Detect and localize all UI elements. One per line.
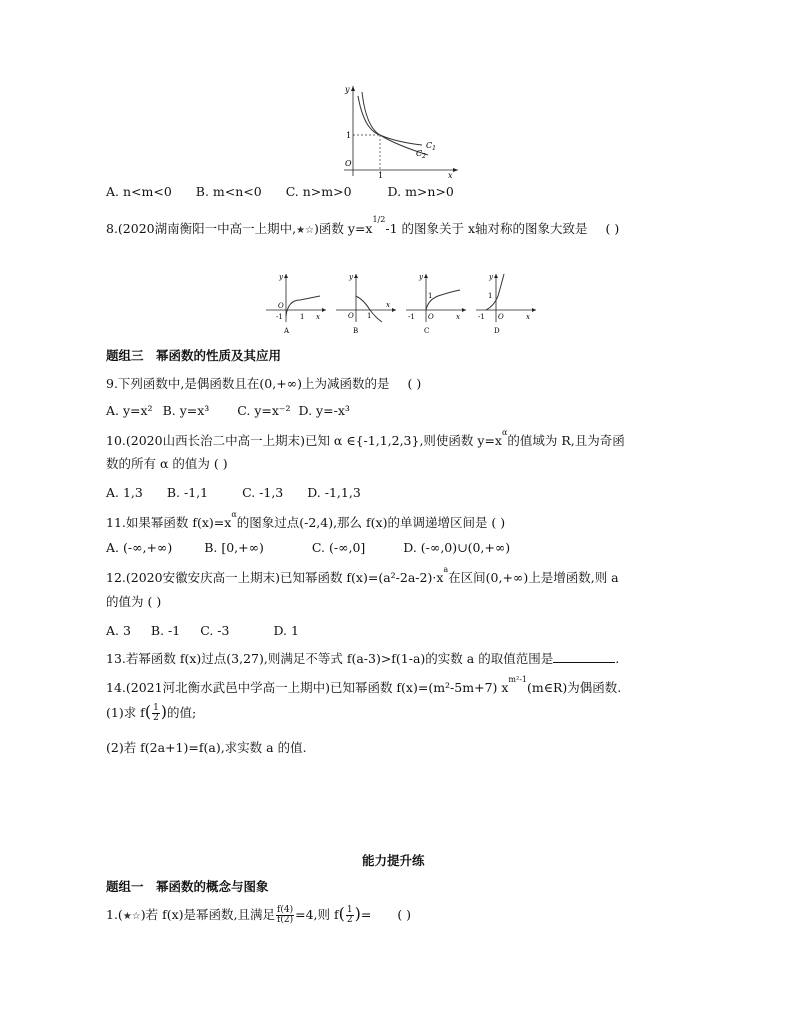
q10-option-a[interactable]: A. 1,3 <box>106 485 143 500</box>
graph-a-x: x <box>316 313 320 321</box>
q12-question-line2: 的值为 ( ) <box>106 594 162 609</box>
graph-a-tick1: 1 <box>300 313 305 321</box>
graph-c-tick2: -1 <box>408 313 415 321</box>
q1-arg-fraction: $\frac{1}{2}$ <box>346 905 353 925</box>
q1-answer-paren[interactable]: ( ) <box>397 907 412 922</box>
q1-question: 1.(★☆)若 f(x)是幂函数,且满足 $\frac{f(4)}{f(2)}$ =4,则 f( $\frac{1}{2}$ )= ( ) <box>106 904 412 925</box>
q9-options <box>106 403 350 419</box>
q7-options <box>106 184 474 200</box>
q8-graph-b[interactable] <box>334 270 400 336</box>
section1-title: 题组一 幂函数的概念与图象 <box>106 879 269 894</box>
q1-ratio-fraction: $\frac{f(4)}{f(2)}$ <box>277 905 294 925</box>
graph-d-label: D <box>494 327 500 335</box>
graph-c-origin: O <box>428 313 434 321</box>
q12-option-a[interactable]: A. 3 <box>106 623 131 638</box>
q11-question <box>106 512 505 531</box>
q12-option-b[interactable]: B. -1 <box>150 623 181 638</box>
q10-question-line1 <box>106 430 625 449</box>
q1-prefix: 1.( <box>106 907 123 922</box>
graph-c-x: x <box>456 313 460 321</box>
q10-question-line2: 数的所有 α 的值为 ( ) <box>106 456 228 471</box>
graph-c-y: y <box>419 273 423 281</box>
difficulty-star-icon: ★☆ <box>296 225 315 237</box>
q10-line1-end: 的值域为 R,且为奇函 <box>507 433 625 449</box>
q8-graph-d[interactable] <box>474 270 540 336</box>
q8-prefix: 8.(2020湖南衡阳一中高一上期中, <box>106 221 297 237</box>
graph-d-origin: O <box>498 313 504 321</box>
q12-line1-a: 12.(2020安徽安庆高一上期末)已知幂函数 f(x)=(a <box>106 570 391 586</box>
graph-b-tick1: 1 <box>367 312 372 320</box>
q12-exponent: a <box>443 565 449 574</box>
y-tick-label: 1 <box>346 131 352 140</box>
graph-b-label: B <box>353 327 359 335</box>
q11-option-c[interactable]: C. (-∞,0] <box>311 540 366 555</box>
q8-graph-c[interactable] <box>404 270 470 336</box>
curve-c1-label: $C_1$ <box>426 141 436 152</box>
q14-part1: (1)求 f( $\frac{1}{2}$ )的值; <box>106 702 197 723</box>
q14-part1-fraction: $\frac{1}{2}$ <box>153 703 159 723</box>
q14-part1-a: (1)求 f <box>106 705 145 720</box>
q8-mid: )函数 y=x <box>314 221 373 237</box>
q9-option-b[interactable]: B. y=x³ <box>162 403 210 418</box>
graph-a-origin: O <box>278 302 284 310</box>
q11-option-b[interactable]: B. [0,+∞) <box>204 540 264 555</box>
q12-option-c[interactable]: C. -3 <box>200 623 230 638</box>
q7-option-c[interactable]: C. n>m>0 <box>285 184 352 199</box>
graph-a-tick2: -1 <box>276 313 283 321</box>
q10-option-b[interactable]: B. -1,1 <box>166 485 209 500</box>
q12-question-line1 <box>106 567 619 586</box>
q14-part1-b: 的值; <box>167 705 197 720</box>
y-axis-label: y <box>345 85 350 94</box>
q11-option-d[interactable]: D. (-∞,0)∪(0,+∞) <box>403 540 511 555</box>
q14-question <box>106 677 621 696</box>
q9-option-c[interactable]: C. y=x⁻² <box>237 403 291 418</box>
q9-option-d[interactable]: D. y=-x³ <box>298 403 350 418</box>
q8-answer-paren[interactable]: ( ) <box>605 221 620 237</box>
ability-title: 能力提升练 <box>362 853 425 868</box>
q7-option-b[interactable]: B. m<n<0 <box>195 184 262 199</box>
q11-option-a[interactable]: A. (-∞,+∞) <box>106 540 173 555</box>
q8-suffix: -1 的图象关于 x轴对称的图象大致是 <box>385 221 588 237</box>
q13-text: 13.若幂函数 f(x)过点(3,27),则满足不等式 f(a-3)>f(1-a)的实数 a 的取值范围是 <box>106 651 554 666</box>
graph-d-y: y <box>489 273 493 281</box>
q13-question <box>106 650 619 667</box>
x-tick-label: 1 <box>378 171 384 178</box>
graph-d-x: x <box>526 313 530 321</box>
q1-end: = <box>360 907 372 922</box>
graph-a-label: A <box>284 327 290 335</box>
graph-b-origin: O <box>348 312 354 320</box>
q14-exponent: m²-1 <box>508 675 528 684</box>
q10-option-d[interactable]: D. -1,1,3 <box>307 485 361 500</box>
q10-exponent: α <box>501 428 508 437</box>
q11-text-b: 的图象过点(-2,4),那么 f(x)的单调递增区间是 ( ) <box>236 515 506 531</box>
origin-label: O <box>345 159 352 168</box>
q12-line1-b: ²-2a-2)·x <box>390 570 444 586</box>
q11-exponent: α <box>231 510 237 519</box>
q11-options <box>106 540 510 556</box>
q12-option-d[interactable]: D. 1 <box>273 623 299 638</box>
q10-line1: 10.(2020山西长治二中高一上期末)已知 α ∈{-1,1,2,3},则使函数 y=x <box>106 433 502 449</box>
q1-after-frac: =4,则 f <box>295 907 339 922</box>
graph-d-tick2: -1 <box>478 313 485 321</box>
graph-c-label: C <box>424 327 430 335</box>
q8-exponent: 1/2 <box>372 215 386 224</box>
q7-option-a[interactable]: A. n<m<0 <box>106 184 172 199</box>
q8-question <box>106 215 620 239</box>
q7-option-d[interactable]: D. m>n>0 <box>387 184 454 199</box>
graph-a-y: y <box>279 273 283 281</box>
q14-text-b: (m∈R)为偶函数. <box>527 680 622 696</box>
curve-c2-label: $C_2$ <box>416 149 426 160</box>
graph-d-tick1: 1 <box>488 292 493 300</box>
q12-options <box>106 623 299 639</box>
q10-option-c[interactable]: C. -1,3 <box>242 485 284 500</box>
q9-answer-paren[interactable]: ( ) <box>407 376 422 391</box>
x-axis-label: x <box>448 171 453 178</box>
q9-question <box>106 376 421 392</box>
q14-part2: (2)若 f(2a+1)=f(a),求实数 a 的值. <box>106 740 307 755</box>
q13-answer-blank[interactable] <box>553 650 615 663</box>
graph-b-x: x <box>386 301 390 309</box>
q8-graph-a[interactable] <box>264 270 330 336</box>
q9-text: 9.下列函数中,是偶函数且在(0,+∞)上为减函数的是 <box>106 376 390 391</box>
q11-text-a: 11.如果幂函数 f(x)=x <box>106 515 232 531</box>
graph-c-tick1: 1 <box>428 292 433 300</box>
q10-options <box>106 485 361 501</box>
power-function-graph <box>336 82 460 178</box>
q14-text-a: 14.(2021河北衡水武邑中学高一上期中)已知幂函数 f(x)=(m²-5m+7) x <box>106 680 509 696</box>
graph-b-y: y <box>349 273 353 281</box>
q1-mid: )若 f(x)是幂函数,且满足 <box>140 907 276 922</box>
q12-line1-c: 在区间(0,+∞)上是增函数,则 a <box>448 570 619 586</box>
q9-option-a[interactable]: A. y=x² <box>106 403 153 418</box>
q13-end: . <box>615 651 620 666</box>
section3-title: 题组三 幂函数的性质及其应用 <box>106 348 282 363</box>
difficulty-star-icon: ★☆ <box>122 911 141 922</box>
